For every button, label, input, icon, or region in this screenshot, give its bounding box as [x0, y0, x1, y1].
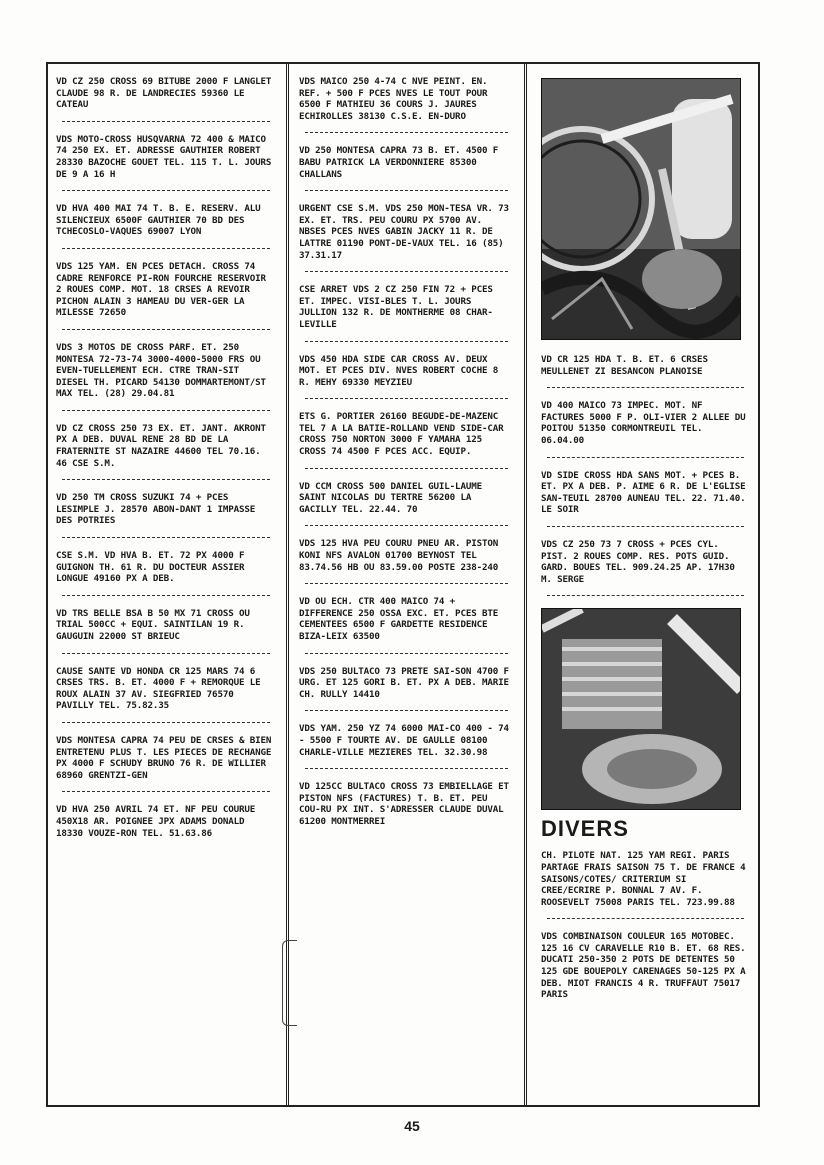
- classified-ad: VD SIDE CROSS HDA SANS MOT. + PCES B. ET. PX A DEB. P. AIME 6 R. DE L'EGLISE SAN-TEUIL 28700 AUNEAU TEL. 22. 71.40. LE SOIR: [541, 469, 746, 516]
- classified-separator: [62, 595, 270, 596]
- classified-ad: VDS MOTO-CROSS HUSQVARNA 72 400 & MAICO 74 250 EX. ET. ADRESSE GAUTHIER ROBERT 28330 BAZOCHE GOUET TEL. 115 T. L. JOURS DE 9 A 16 H: [56, 133, 272, 180]
- classified-ad: VDS 450 HDA SIDE CAR CROSS AV. DEUX MOT. ET PCES DIV. NVES ROBERT COCHE 8 R. MEHY 69330 MEYZIEU: [299, 353, 499, 388]
- classified-separator: [305, 710, 508, 711]
- classified-ad: VDS 3 MOTOS DE CROSS PARF. ET. 250 MONTESA 72-73-74 3000-4000-5000 FRS OU EVEN-TUELLEMENT ECH. CTRE TRAN-SIT DIESEL TH. PICARD 54130 DOMMARTEMONT/ST MAX TEL. (28) 29.04.81: [56, 341, 266, 400]
- classified-ad: ETS G. PORTIER 26160 BEGUDE-DE-MAZENC TEL 7 A LA BATIE-ROLLAND VEND SIDE-CAR CROSS 750 NORTON 3000 F YAMAHA 125 CROSS 74 4500 F PCES ACC. EQUIP.: [299, 411, 504, 458]
- classified-separator: [547, 457, 744, 458]
- classified-ad: VD TRS BELLE BSA B 50 MX 71 CROSS OU TRIAL 500CC + EQUI. SAINTILAN 19 R. GAUGUIN 22000 ST BRIEUC: [56, 607, 250, 642]
- classified-separator: [62, 537, 270, 538]
- classified-ad: CSE ARRET VDS 2 CZ 250 FIN 72 + PCES ET. IMPEC. VISI-BLES T. L. JOURS JULLION 132 R. DE MONTHERME 08 CHAR-LEVILLE: [299, 284, 493, 330]
- classified-separator: [62, 121, 270, 122]
- motorcycle-engine-photo: [541, 608, 741, 810]
- classified-separator: [547, 595, 744, 596]
- page-number: 45: [404, 1118, 420, 1134]
- classified-ad: VD CCM CROSS 500 DANIEL GUIL-LAUME SAINT NICOLAS DU TERTRE 56200 LA GACILLY TEL. 22.44. 70: [299, 480, 482, 515]
- classified-separator: [305, 653, 508, 654]
- classified-separator: [305, 398, 508, 399]
- column-3: [524, 62, 760, 1107]
- classified-separator: [62, 791, 270, 792]
- classified-separator: [62, 190, 270, 191]
- divers-section-title: DIVERS: [541, 816, 629, 842]
- classified-ad: VD HVA 400 MAI 74 T. B. E. RESERV. ALU SILENCIEUX 6500F GAUTHIER 70 BD DES TCHECOSLO-VAQUES 69007 LYON: [56, 203, 261, 238]
- classified-ad: VDS CZ 250 73 7 CROSS + PCES CYL. PIST. 2 ROUES COMP. RES. POTS GUID. GARD. BOUES TEL. 909.24.25 AP. 17H30 M. SERGE: [541, 538, 735, 585]
- classified-separator: [547, 918, 744, 919]
- classified-ad: VDS MAICO 250 4-74 C NVE PEINT. EN. REF. + 500 F PCES NVES LE TOUT POUR 6500 F MATHIEU 36 COURS J. JAURES ECHIROLLES 38130 C.S.E. EN-DURO: [299, 76, 488, 122]
- column-1: [46, 62, 286, 1107]
- motocross-photo-top: [541, 78, 741, 340]
- classified-ad: VD OU ECH. CTR 400 MAICO 74 + DIFFERENCE 250 OSSA EXC. ET. PCES BTE CEMENTEES 6500 F GARDETTE RESIDENCE BIZA-LEIX 63500: [299, 596, 499, 642]
- classified-separator: [547, 387, 744, 388]
- classified-separator: [547, 526, 744, 527]
- classified-ad: VD 250 TM CROSS SUZUKI 74 + PCES LESIMPLE J. 28570 ABON-DANT 1 IMPASSE DES POTRIES: [56, 492, 256, 527]
- classified-separator: [62, 479, 270, 480]
- classified-ad: VD 250 MONTESA CAPRA 73 B. ET. 4500 F BABU PATRICK LA VERDONNIERE 85300 CHALLANS: [299, 145, 499, 180]
- classified-ad: VD 125CC BULTACO CROSS 73 EMBIELLAGE ET PISTON NFS (FACTURES) T. B. ET. PEU COU-RU PX INT. S'ADRESSER CLAUDE DUVAL 61200 MONTMERREI: [299, 781, 509, 827]
- classified-separator: [305, 341, 508, 342]
- classified-ad: VDS COMBINAISON COULEUR 165 MOTOBEC. 125 16 CV CARAVELLE R10 B. ET. 68 RES. DUCATI 250-350 2 POTS DE DETENTES 50 125 GDE BOUEPOLY CARENAGES 50-125 PX A DEB. MIOT FRANCIS 4 R. TRUFFAUT 75017 PARIS: [541, 931, 746, 1001]
- classified-separator: [305, 271, 508, 272]
- classified-separator: [62, 722, 270, 723]
- classified-ad: VD CZ CROSS 250 73 EX. ET. JANT. AKRONT PX A DEB. DUVAL RENE 28 BD DE LA FRATERNITE ST NAZAIRE 44600 TEL 70.16. 46 CSE S.M.: [56, 422, 266, 469]
- column-2: [286, 62, 524, 1107]
- classified-separator: [305, 468, 508, 469]
- classified-separator: [62, 329, 270, 330]
- classified-ad: CSE S.M. VD HVA B. ET. 72 PX 4000 F GUIGNON TH. 61 R. DU DOCTEUR ASSIER LONGUE 49160 PX A DEB.: [56, 550, 245, 585]
- classified-separator: [305, 190, 508, 191]
- classified-ad: VD CR 125 HDA T. B. ET. 6 CRSES MEULLENET ZI BESANCON PLANOISE: [541, 354, 708, 377]
- classified-ad: VDS 125 YAM. EN PCES DETACH. CROSS 74 CADRE RENFORCE PI-RON FOURCHE RESERVOIR 2 ROUES COMP. MOT. 18 CRSES A REVOIR PICHON ALAIN 3 HAMEAU DU VER-GER LA MILESSE 72650: [56, 260, 266, 319]
- classified-ad: VDS MONTESA CAPRA 74 PEU DE CRSES & BIEN ENTRETENU PLUS T. LES PIECES DE RECHANGE PX 4000 F SCHUDY BRUNO 76 R. DE WILLIER 68960 GRENTZI-GEN: [56, 734, 272, 781]
- classified-ad: VD 400 MAICO 73 IMPEC. MOT. NF FACTURES 5000 F P. OLI-VIER 2 ALLEE DU POITOU 51350 CORMONTREUIL TEL. 06.04.00: [541, 400, 746, 446]
- classified-ad: VD CZ 250 CROSS 69 BITUBE 2000 F LANGLET CLAUDE 98 R. DE LANDRECIES 59360 LE CATEAU: [56, 76, 272, 111]
- classified-ad: URGENT CSE S.M. VDS 250 MON-TESA VR. 73 EX. ET. TRS. PEU COURU PX 5700 AV. NBSES PCES NVES GABIN JACKY 11 R. DE LATTRE 01190 PONT-DE-VAUX TEL. 16 (85) 37.31.17: [299, 203, 509, 261]
- classified-separator: [62, 248, 270, 249]
- classified-ad: CH. PILOTE NAT. 125 YAM REGI. PARIS PARTAGE FRAIS SAISON 75 T. DE FRANCE 4 SAISONS/COTES/ CRITERIUM SI CREE/ECRIRE P. BONNAL 7 AV. F. ROOSEVELT 75008 PARIS TEL. 723.99.88: [541, 850, 746, 908]
- classified-separator: [62, 410, 270, 411]
- classified-separator: [305, 583, 508, 584]
- margin-bracket-mark: [282, 940, 297, 1026]
- classified-separator: [305, 525, 508, 526]
- classified-separator: [305, 768, 508, 769]
- classified-ad: VDS 125 HVA PEU COURU PNEU AR. PISTON KONI NFS AVALON 01700 BEYNOST TEL 83.74.56 HB OU 83.59.00 POSTE 238-240: [299, 538, 499, 573]
- classified-separator: [62, 653, 270, 654]
- classified-ad: VDS 250 BULTACO 73 PRETE SAI-SON 4700 F URG. ET 125 GORI B. ET. PX A DEB. MARIE CH. RULLY 14410: [299, 665, 509, 700]
- classified-ad: VDS YAM. 250 YZ 74 6000 MAI-CO 400 - 74 - 5500 F TOURTE AV. DE GAULLE 08100 CHARLE-VILLE MEZIERES TEL. 32.30.98: [299, 723, 509, 758]
- classified-ad: CAUSE SANTE VD HONDA CR 125 MARS 74 6 CRSES TRS. B. ET. 4000 F + REMORQUE LE ROUX ALAIN 37 AV. SIEGFRIED 76570 PAVILLY TEL. 75.82.35: [56, 665, 261, 712]
- classified-ad: VD HVA 250 AVRIL 74 ET. NF PEU COURUE 450X18 AR. POIGNEE JPX ADAMS DONALD 18330 VOUZE-RON TEL. 51.63.86: [56, 804, 256, 839]
- classified-separator: [305, 132, 508, 133]
